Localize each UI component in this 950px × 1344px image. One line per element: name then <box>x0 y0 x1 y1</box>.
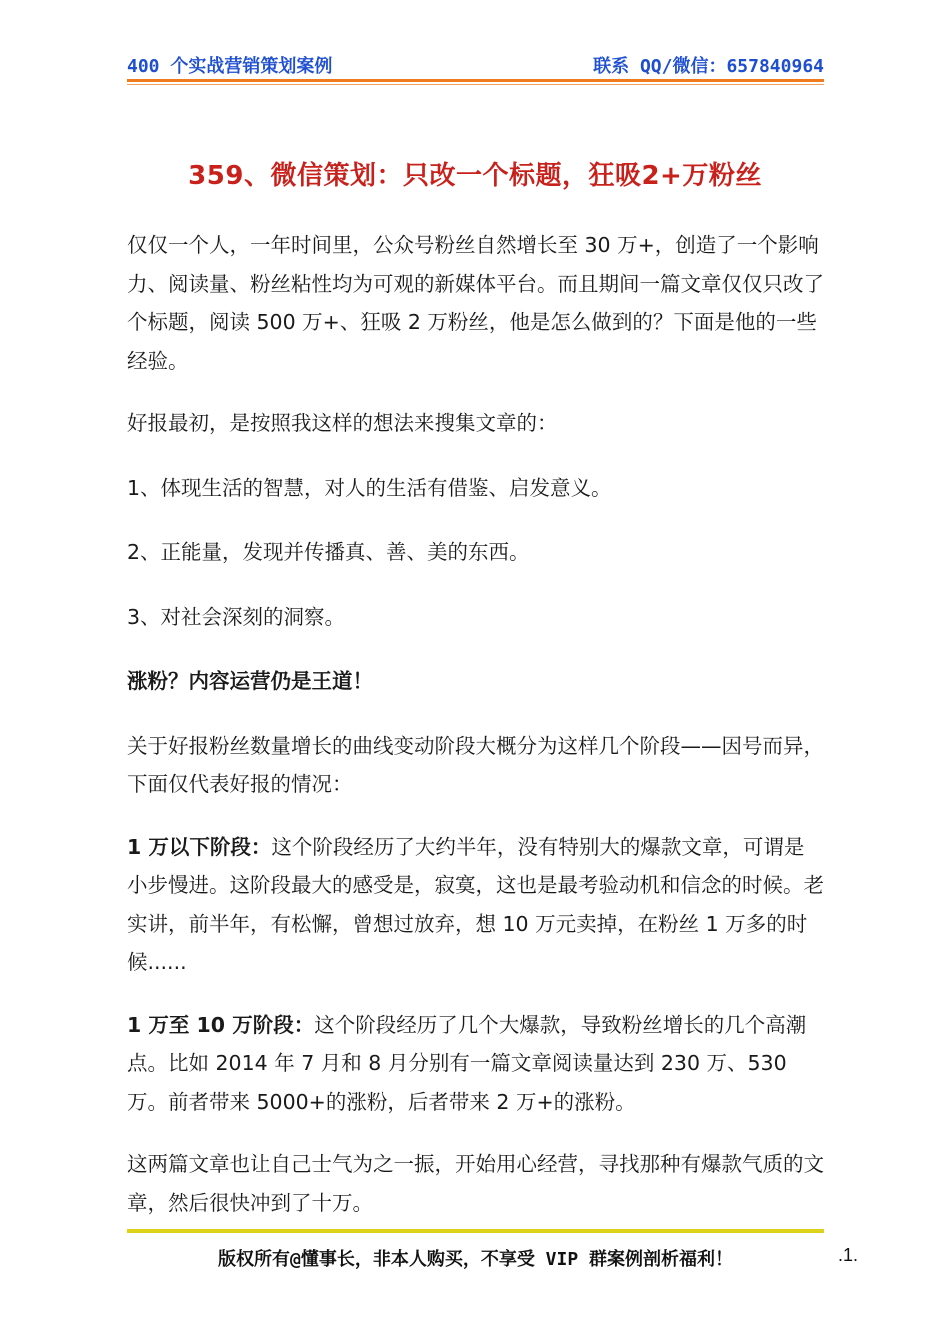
header-divider-thin <box>127 84 824 85</box>
header-series-title: 400 个实战营销策划案例 <box>127 56 333 77</box>
criteria-intro: 好报最初，是按照我这样的想法来搜集文章的： <box>127 411 558 435</box>
footer-copyright: 版权所有@懂事长，非本人购买，不享受 VIP 群案例剖析福利！ <box>217 1249 734 1270</box>
section-subheading <box>127 662 824 701</box>
closing-paragraph: 这两篇文章也让自己士气为之一振，开始用心经营，寻找那种有爆款气质的文章，然后很快冲到了十万。 <box>127 1152 824 1215</box>
subheading-text: 涨粉？内容运营仍是王道！ <box>127 669 373 693</box>
criteria-item-1: 1、体现生活的智慧，对人的生活有借鉴、启发意义。 <box>127 475 612 500</box>
stage-1-label: 1 万以下阶段： <box>127 834 272 859</box>
intro-paragraph: 仅仅一个人，一年时间里，公众号粉丝自然增长至 30 万+，创造了一个影响力、阅读量、粉丝粘性均为可观的新媒体平台。而且期间一篇文章仅仅只改了个标题，阅读 500 万+、狂吸 2 万粉丝，他是怎么做到的？下面是他的一些经验。 <box>127 233 824 373</box>
stage-2-paragraph <box>127 1006 824 1122</box>
header-contact: 联系 QQ/微信：657840964 <box>593 56 824 77</box>
document-title: 359、微信策划：只改一个标题，狂吸2+万粉丝 <box>188 161 762 191</box>
footer-divider <box>127 1229 824 1233</box>
criteria-item-3: 3、对社会深刻的洞察。 <box>127 604 346 629</box>
criteria-item-2: 2、正能量，发现并传播真、善、美的东西。 <box>127 540 530 564</box>
article-body <box>127 226 824 1246</box>
stages-intro: 关于好报粉丝数量增长的曲线变动阶段大概分为这样几个阶段——因号而异，下面仅代表好报的情况： <box>127 733 824 796</box>
header-divider <box>127 79 824 82</box>
stage-2-label: 1 万至 10 万阶段： <box>127 1012 315 1037</box>
stage-2-text: 这个阶段经历了几个大爆款，导致粉丝增长的几个高潮点。比如 2014 年 7 月和 8 月分别有一篇文章阅读量达到 230 万、530 万。前者带来 5000+的涨粉，后者带来 2 万+的涨粉。 <box>127 1012 807 1114</box>
page-header <box>127 52 824 78</box>
stage-1-paragraph <box>127 828 824 982</box>
stage-1-text: 这个阶段经历了大约半年，没有特别大的爆款文章，可谓是小步慢进。这阶段最大的感受是，寂寞，这也是最考验动机和信念的时候。老实讲，前半年，有松懈，曾想过放弃，想 10 万元卖掉，在粉丝 1 万多的时候...... <box>127 834 824 974</box>
page-number: .1. <box>838 1245 859 1265</box>
